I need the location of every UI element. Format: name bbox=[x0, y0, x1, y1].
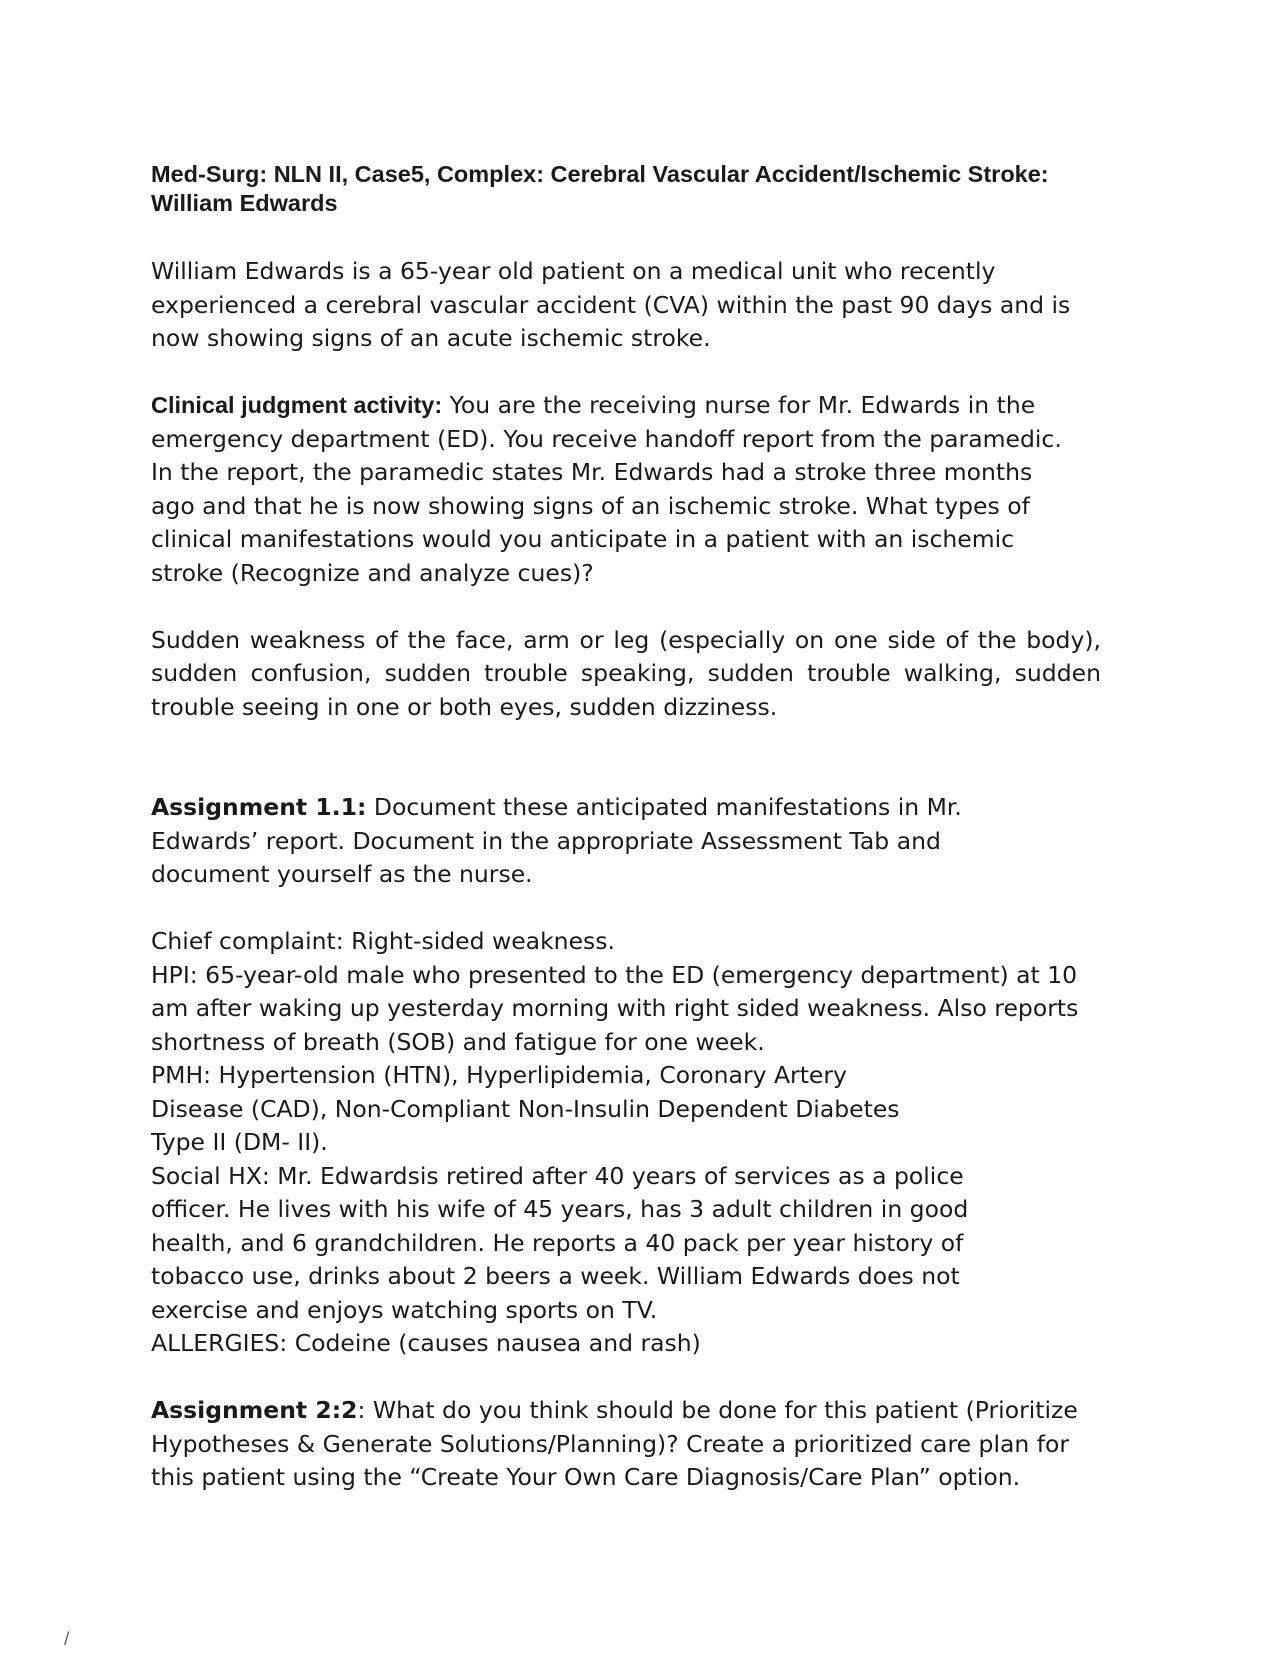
spacer bbox=[151, 892, 1111, 926]
manifestations-answer: Sudden weakness of the face, arm or leg (especially on one side of the body), sudden confusion, sudden trouble speaking, sudden trouble walking, sudden trouble seeing in one or both eyes, sudden dizziness. bbox=[151, 625, 1101, 721]
assignment-2-2-paragraph bbox=[151, 1394, 1086, 1495]
footer-mark: / bbox=[64, 1628, 70, 1647]
spacer bbox=[151, 356, 1111, 390]
assignment-1-1-label: Assignment 1.1: bbox=[151, 793, 367, 821]
assignment-2-2-label: Assignment 2:2 bbox=[151, 1396, 358, 1424]
social-history: Social HX: Mr. Edwardsis retired after 40 years of services as a police officer. He lives with his wife of 45 years, has 3 adult children in good health, and 6 grandchildren. He reports a 40 pack per year history of tobacco use, drinks about 2 beers a week. William Edwards does not exercise and enjoys watching sports on TV. bbox=[151, 1161, 969, 1324]
assignment-1-1-paragraph bbox=[151, 791, 1001, 892]
spacer bbox=[151, 724, 1111, 791]
assignment-2-2-text: : What do you think should be done for this patient (Prioritize Hypotheses & Generate Solutions/Planning)? Create a prioritized care plan for this patient using the “Create Your Own Care Diagnosis/Care Plan” option. bbox=[151, 1396, 1078, 1491]
document-title: Med-Surg: NLN II, Case5, Complex: Cerebral Vascular Accident/Ischemic Stroke: William Edwards bbox=[151, 161, 1049, 216]
clinical-judgment-text: You are the receiving nurse for Mr. Edwards in the emergency department (ED). You receive handoff report from the paramedic. In the report, the paramedic states Mr. Edwards had a stroke three months ago and that he is now showing signs of an ischemic stroke. What types of clinical manifestations would you anticipate in a patient with an ischemic stroke (Recognize and analyze cues)? bbox=[151, 391, 1062, 587]
document-page bbox=[151, 160, 1111, 1495]
assignment-1-1-text: Document these anticipated manifestations in Mr. Edwards’ report. Document in the appropriate Assessment Tab and document yourself as the nurse. bbox=[151, 793, 962, 888]
patient-report bbox=[151, 925, 1111, 1361]
clinical-judgment-label: Clinical judgment activity: bbox=[151, 392, 443, 418]
pmh: PMH: Hypertension (HTN), Hyperlipidemia, Coronary Artery Disease (CAD), Non-Compliant Non-Insulin Dependent Diabetes Type II (DM- II). bbox=[151, 1061, 900, 1156]
hpi: HPI: 65-year-old male who presented to the ED (emergency department) at 10 am after waking up yesterday morning with right sided weakness. Also reports shortness of breath (SOB) and fatigue for one week. bbox=[151, 960, 1079, 1056]
chief-complaint: Chief complaint: Right-sided weakness. bbox=[151, 927, 615, 955]
spacer bbox=[151, 590, 1111, 624]
allergies: ALLERGIES: Codeine (causes nausea and rash) bbox=[151, 1329, 701, 1357]
spacer bbox=[151, 1361, 1111, 1395]
clinical-judgment-paragraph bbox=[151, 389, 1076, 590]
intro-paragraph: William Edwards is a 65-year old patient on a medical unit who recently experienced a cerebral vascular accident (CVA) within the past 90 days and is now showing signs of an acute ischemic stroke. bbox=[151, 257, 1071, 352]
